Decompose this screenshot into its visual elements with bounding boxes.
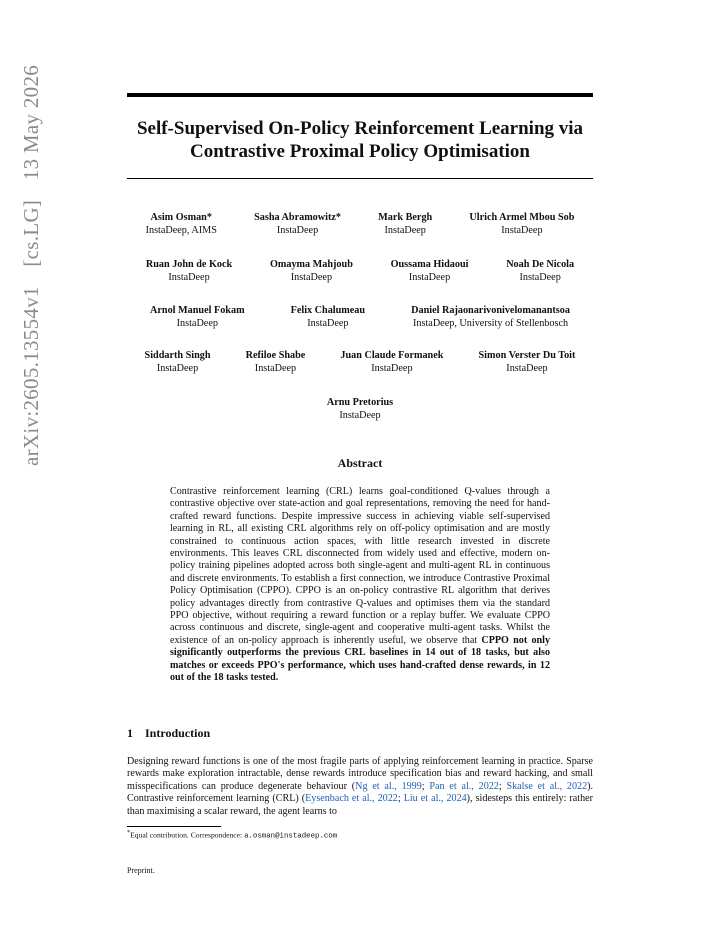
intro-text: ; xyxy=(498,780,507,792)
author-affiliation: InstaDeep xyxy=(290,271,333,283)
section-title: Introduction xyxy=(145,726,211,740)
author-affiliation: InstaDeep xyxy=(506,362,548,374)
author-name: Ulrich Armel Mbou Sob xyxy=(469,212,575,223)
author-affiliation: InstaDeep xyxy=(156,362,199,374)
author-affiliation: InstaDeep xyxy=(176,317,218,329)
citation-link[interactable]: Liu et al., 2024 xyxy=(403,793,467,805)
citation-link[interactable]: Skalse et al., 2022 xyxy=(506,780,588,792)
citation-link[interactable]: Eysenbach et al., 2022 xyxy=(305,793,398,805)
author-row-2 xyxy=(127,259,593,284)
author-affiliation: InstaDeep xyxy=(501,224,543,236)
intro-text: Designing reward functions is one of the most fragile parts of applying reinforcement learning in practice. Sparse rewards make exploration intractable, dense rewards introduce specification bias and reward hacking, and small misspecifications can produce degenerate behaviour ( xyxy=(127,756,593,792)
preprint-label: Preprint. xyxy=(127,866,155,875)
author-name: Asim Osman* xyxy=(150,212,212,223)
author-name: Daniel Rajaonarivonivelomanantsoa xyxy=(411,305,570,316)
author-affiliation: InstaDeep xyxy=(339,409,381,421)
author-block xyxy=(411,305,570,330)
section-number: 1 xyxy=(127,726,133,740)
arxiv-category: [cs.LG] xyxy=(19,199,43,267)
author-affiliation: InstaDeep xyxy=(371,362,413,374)
author-block xyxy=(291,305,365,330)
author-row-3 xyxy=(127,305,593,330)
author-row-4 xyxy=(127,350,593,375)
author-name: Ruan John de Kock xyxy=(145,259,233,270)
author-block xyxy=(340,350,443,375)
title-bottom-rule xyxy=(127,178,593,179)
author-block xyxy=(479,350,576,375)
author-affiliation: InstaDeep xyxy=(168,271,210,283)
author-block xyxy=(146,259,232,284)
author-block xyxy=(391,259,469,284)
author-name: Arnu Pretorius xyxy=(326,397,394,408)
author-affiliation: InstaDeep xyxy=(519,271,561,283)
author-name: Omayma Mahjoub xyxy=(269,259,353,270)
author-block xyxy=(378,212,432,237)
author-affiliation: InstaDeep xyxy=(384,224,426,236)
intro-text: ; xyxy=(397,793,404,805)
author-name: Mark Bergh xyxy=(378,212,433,223)
paper-title: Self-Supervised On-Policy Reinforcement Learning via Contrastive Proximal Policy Optimisation xyxy=(136,118,584,162)
author-name: Sasha Abramowitz* xyxy=(254,212,341,223)
author-affiliation: InstaDeep, AIMS xyxy=(145,224,217,236)
author-name: Noah De Nicola xyxy=(506,259,575,270)
abstract-heading: Abstract xyxy=(337,456,383,470)
arxiv-date: 13 May 2026 xyxy=(19,64,43,181)
author-block xyxy=(327,397,393,422)
author-name: Refiloe Shabe xyxy=(245,350,306,361)
author-block xyxy=(469,212,574,237)
author-affiliation: InstaDeep xyxy=(276,224,319,236)
author-affiliation: InstaDeep xyxy=(408,271,451,283)
author-block xyxy=(270,259,353,284)
citation-link[interactable]: Pan et al., 2022 xyxy=(429,780,499,792)
author-affiliation: InstaDeep xyxy=(254,362,297,374)
author-name: Siddarth Singh xyxy=(144,350,211,361)
arxiv-identifier-stamp xyxy=(19,51,44,466)
footnote-text: Equal contribution. Correspondence: xyxy=(130,830,245,840)
arxiv-id: arXiv:2605.13554v1 xyxy=(19,286,43,466)
author-block xyxy=(246,350,306,375)
abstract-text: Contrastive reinforcement learning (CRL) learns goal-conditioned Q-values through a contrastive objective over state-action and goal representations, removing the need for hand-crafted reward functions. Despite impressive success in achieving viable self-supervised learning in RL, all existing CRL algorithms rely on off-policy optimisation and are mostly constrained to continuous action spaces, with little research invested in discrete environments. This leaves CRL disconnected from widely used and effective, modern on-policy training pipelines adopted across both single-agent and multi-agent RL in continuous and discrete environments. To establish a first connection, we introduce Contrastive Proximal Policy Optimisation (CPPO). CPPO is an on-policy contrastive RL algorithm that derives policy advantages directly from contrastive Q-values and optimises them via the standard PPO objective, without requiring a reward function or a replay buffer. We evaluate CPPO across continuous and discrete, single-agent and cooperative multi-agent tasks. Whilst the existence of an on-policy approach is inherently useful, we observe that xyxy=(170,486,550,646)
author-block xyxy=(150,305,245,330)
author-name: Arnol Manuel Fokam xyxy=(150,305,245,316)
intro-text: ; xyxy=(421,780,430,792)
author-block xyxy=(506,259,574,284)
author-block xyxy=(145,350,211,375)
author-affiliation: InstaDeep xyxy=(307,317,349,329)
author-name: Oussama Hidaoui xyxy=(390,259,469,270)
intro-text: ), sidesteps this entirely: rather than maximising a scalar reward, the agent learns to xyxy=(127,793,593,817)
title-top-rule xyxy=(127,93,593,97)
footnote-email[interactable]: a.osman@instadeep.com xyxy=(244,832,338,841)
introduction-paragraph xyxy=(127,756,593,818)
author-affiliation: InstaDeep, University of Stellenbosch xyxy=(413,317,569,329)
author-name: Juan Claude Formanek xyxy=(340,350,444,361)
author-block xyxy=(254,212,341,237)
author-row-1 xyxy=(127,212,593,237)
footnote xyxy=(127,829,337,841)
author-name: Felix Chalumeau xyxy=(290,305,366,316)
author-name: Simon Verster Du Toit xyxy=(478,350,576,361)
abstract-body xyxy=(170,486,550,685)
section-heading-introduction xyxy=(127,726,210,741)
author-row-5 xyxy=(127,397,593,422)
citation-link[interactable]: Ng et al., 1999 xyxy=(355,780,422,792)
footnote-mark: * xyxy=(127,829,131,836)
intro-text: ). Contrastive reinforcement learning (CRL) ( xyxy=(127,780,594,805)
footnote-rule xyxy=(127,826,221,827)
author-block xyxy=(146,212,217,237)
abstract-highlight: CPPO not only significantly outperforms the previous CRL baselines in 14 out of 18 tasks, but also matches or exceeds PPO's performance, which uses hand-crafted dense rewards, in 12 out of the 18 tasks tested. xyxy=(170,634,550,684)
